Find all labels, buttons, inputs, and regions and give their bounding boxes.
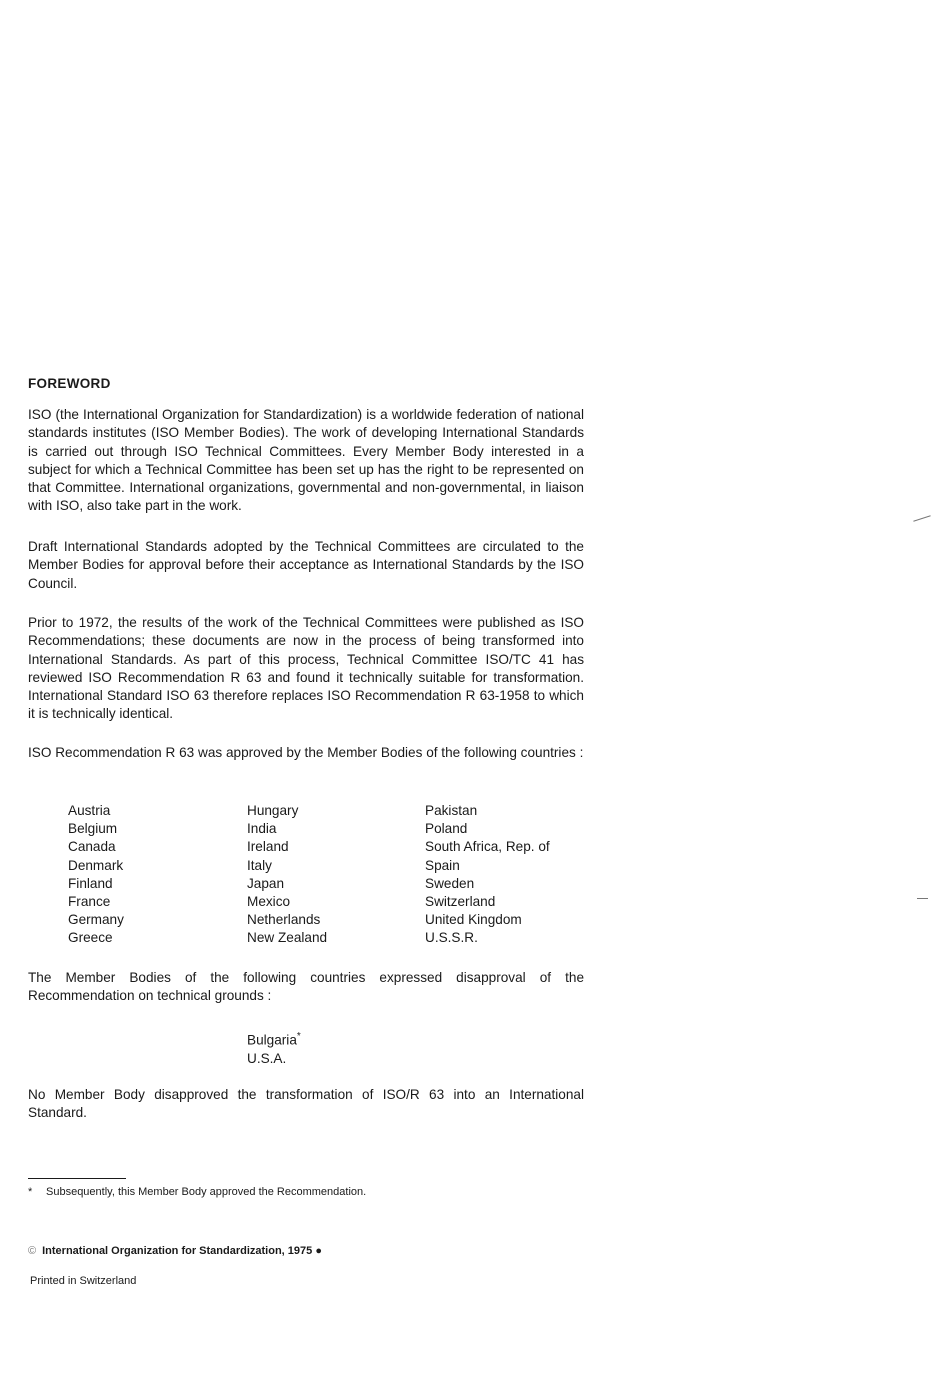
country-item: Finland	[68, 875, 113, 891]
country-item: Poland	[425, 821, 468, 837]
country-item: Netherlands	[247, 912, 321, 928]
countries-column-3	[425, 802, 550, 948]
footnote-text: Subsequently, this Member Body approved the Recommendation.	[46, 1186, 367, 1198]
country-item: Sweden	[425, 875, 475, 891]
scan-artifact-mark	[913, 515, 930, 522]
paragraph-disapproval-intro: The Member Bodies of the following countries expressed disapproval of the Recommendation on technical grounds :	[28, 970, 584, 1004]
paragraph-approval-intro: ISO Recommendation R 63 was approved by the Member Bodies of the following countries :	[28, 745, 584, 760]
country-item: Mexico	[247, 894, 291, 910]
paragraph-transformation: Prior to 1972, the results of the work of the Technical Committees were published as ISO Recommendations; these documents are now in the process of being transformed into International Standards. As part of this process, Technical Committee ISO/TC 41 has reviewed ISO Recommendation R 63 and found it technically suitable for transformation. International Standard ISO 63 therefore replaces ISO Recommendation R 63-1958 to which it is technically identical.	[28, 615, 584, 722]
printed-location: Printed in Switzerland	[30, 1275, 137, 1287]
document-page	[28, 0, 585, 1398]
country-item: New Zealand	[247, 930, 328, 946]
footnote-mark: *	[28, 1186, 33, 1198]
country-item-usa: U.S.A.	[247, 1050, 287, 1066]
country-item: Pakistan	[425, 803, 478, 818]
country-item: France	[68, 894, 111, 910]
country-item: South Africa, Rep. of	[425, 839, 550, 855]
scan-artifact-mark	[917, 898, 928, 899]
countries-column-2	[247, 802, 327, 948]
paragraph-closing: No Member Body disapproved the transformation of ISO/R 63 into an International Standard.	[28, 1087, 584, 1121]
country-item: U.S.S.R.	[425, 930, 478, 946]
country-item: Greece	[68, 930, 113, 946]
copyright-text: International Organization for Standardization, 1975 ●	[42, 1245, 322, 1257]
country-item: Switzerland	[425, 894, 496, 910]
country-item: Belgium	[68, 821, 118, 837]
footnote	[28, 1186, 366, 1198]
footnote-divider	[28, 1178, 126, 1179]
countries-column-1	[68, 802, 124, 948]
country-item: Denmark	[68, 857, 124, 873]
country-item: Austria	[68, 803, 111, 818]
country-name: Bulgaria	[247, 1032, 297, 1048]
paragraph-draft-standards: Draft International Standards adopted by the Technical Committees are circulated to the Member Bodies for approval before their acceptance as International Standards by the ISO Council.	[28, 539, 584, 591]
disapproving-countries-list	[247, 1028, 301, 1068]
paragraph-iso-intro: ISO (the International Organization for Standardization) is a worldwide federation of national standards institutes (ISO Member Bodies). The work of developing International Standards is carried out through ISO Technical Committees. Every Member Body interested in a subject for which a Technical Committee has been set up has the right to be represented on that Committee. International organizations, governmental and non-governmental, in liaison with ISO, also take part in the work.	[28, 407, 584, 514]
country-item: Japan	[247, 875, 285, 891]
country-item: United Kingdom	[425, 912, 522, 928]
country-item: Italy	[247, 857, 272, 873]
country-item-bulgaria	[247, 1028, 301, 1050]
country-item: Spain	[425, 857, 460, 873]
copyright-line	[28, 1245, 322, 1257]
copyright-icon: ©	[28, 1245, 37, 1257]
footnote-reference-mark: *	[296, 1031, 301, 1042]
country-item: Hungary	[247, 803, 299, 818]
country-item: Ireland	[247, 839, 289, 855]
country-item: India	[247, 821, 277, 837]
country-item: Germany	[68, 912, 124, 928]
foreword-heading: FOREWORD	[28, 376, 111, 391]
country-item: Canada	[68, 839, 116, 855]
